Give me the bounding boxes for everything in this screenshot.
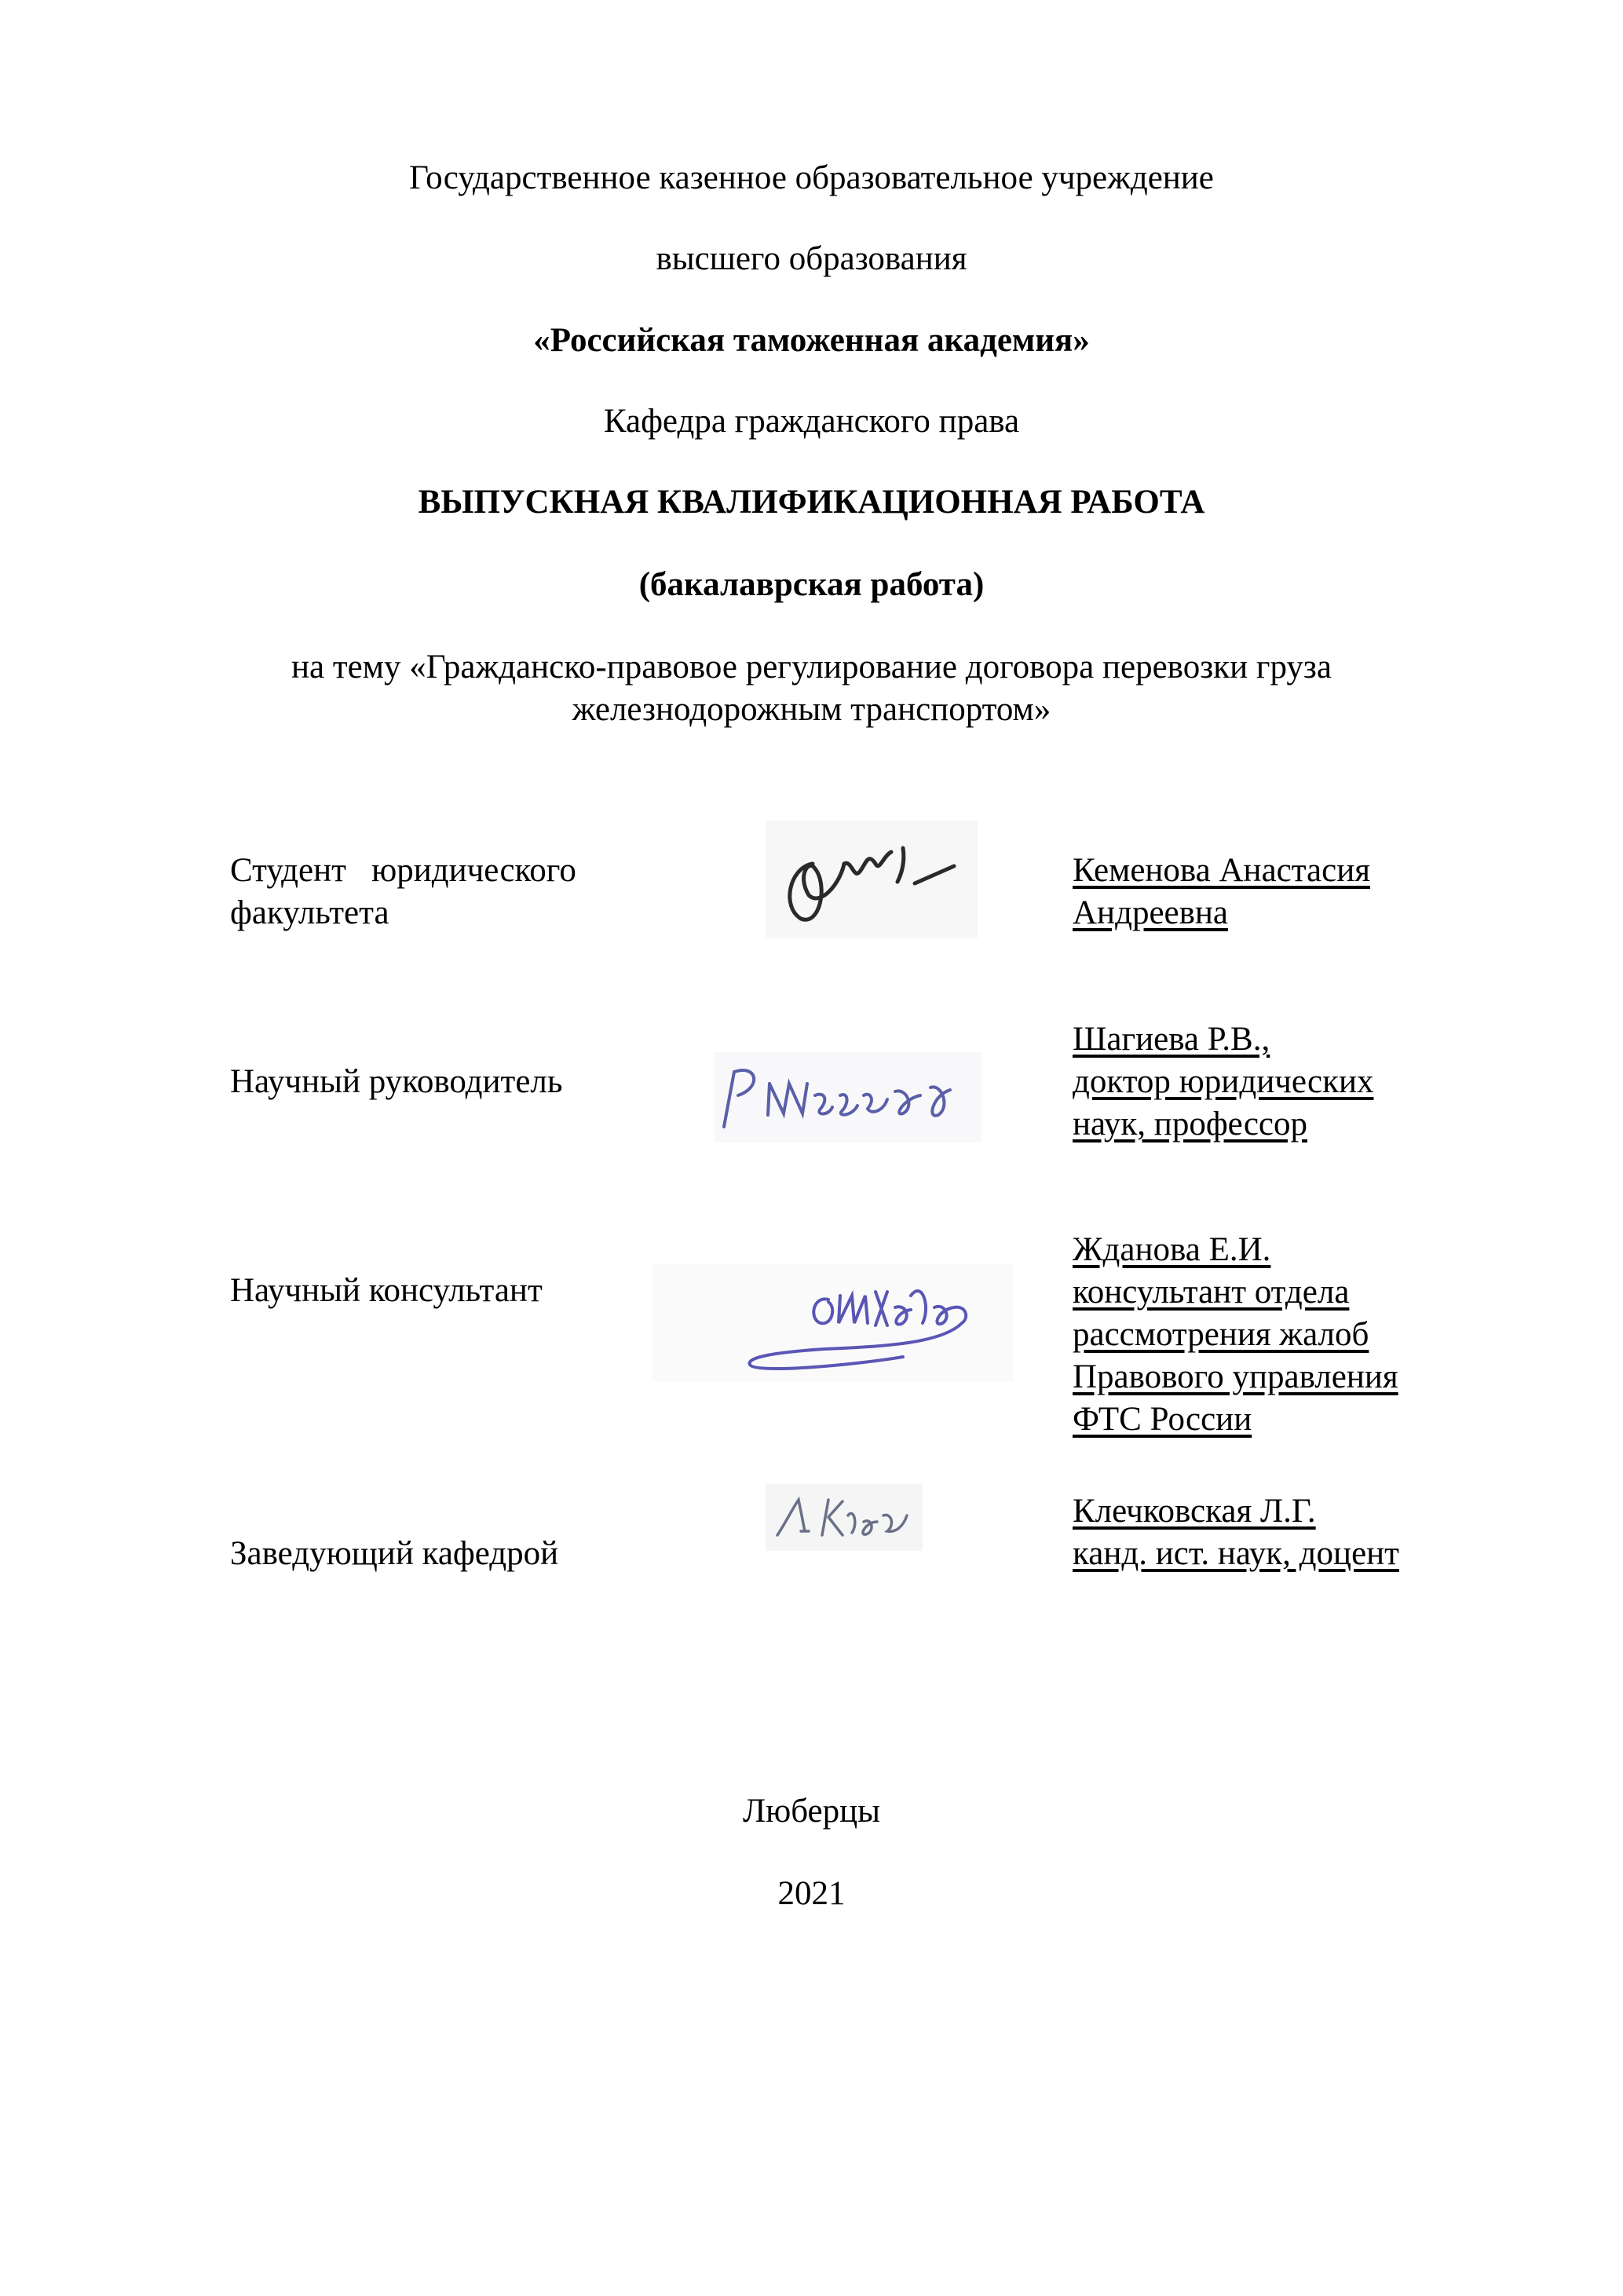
work-title: ВЫПУСКНАЯ КВАЛИФИКАЦИОННАЯ РАБОТА [418, 484, 1205, 521]
supervisor-name-line-2: доктор юридических [1073, 1063, 1374, 1100]
department-head-name [1073, 1490, 1399, 1575]
signature-image [766, 1484, 923, 1551]
academy-name: «Российская таможенная академия» [533, 322, 1090, 359]
supervisor-name-line-3: наук, профессор [1073, 1106, 1308, 1143]
consultant-name-line-3: рассмотрения жалоб [1073, 1316, 1369, 1353]
consultant-signature [652, 1264, 1013, 1382]
signature-image [652, 1264, 1013, 1382]
student-role-line-2: факультета [230, 894, 389, 931]
consultant-name-line-5: ФТС России [1073, 1401, 1252, 1438]
consultant-role: Научный консультант [230, 1272, 543, 1309]
signature-image [715, 1052, 981, 1143]
department-head-name-line-2: канд. ист. наук, доцент [1073, 1535, 1399, 1572]
topic-line-2: железнодорожным транспортом» [572, 691, 1051, 728]
signature-image [766, 821, 978, 938]
supervisor-name-line-1: Шагиева Р.В., [1073, 1021, 1270, 1058]
student-name-line-1: Кеменова Анастасия [1073, 852, 1371, 889]
consultant-name-line-4: Правового управления [1073, 1358, 1398, 1395]
year: 2021 [777, 1875, 846, 1912]
institution-type: Государственное казенное образовательное учреждение [409, 159, 1214, 196]
department-name: Кафедра гражданского права [603, 403, 1020, 440]
supervisor-role: Научный руководитель [230, 1063, 563, 1100]
department-head-name-line-1: Клечковская Л.Г. [1073, 1493, 1316, 1530]
education-level: высшего образования [656, 240, 967, 277]
topic-line-1: на тему «Гражданско-правовое регулирование договора перевозки груза [291, 649, 1332, 686]
student-name [1073, 850, 1370, 934]
consultant-name-line-1: Жданова Е.И. [1073, 1231, 1271, 1268]
student-name-line-2: Андреевна [1073, 894, 1229, 931]
city: Люберцы [742, 1793, 881, 1830]
consultant-name [1073, 1229, 1398, 1441]
supervisor-name [1073, 1018, 1373, 1146]
student-signature [766, 821, 978, 938]
supervisor-signature [715, 1052, 981, 1143]
work-subtitle: (бакалаврская работа) [638, 566, 985, 603]
student-role-line-1: Студент юридического [230, 852, 576, 889]
department-head-signature [766, 1484, 923, 1551]
consultant-name-line-2: консультант отдела [1073, 1274, 1350, 1311]
department-head-role: Заведующий кафедрой [230, 1535, 559, 1572]
student-role [230, 850, 623, 934]
